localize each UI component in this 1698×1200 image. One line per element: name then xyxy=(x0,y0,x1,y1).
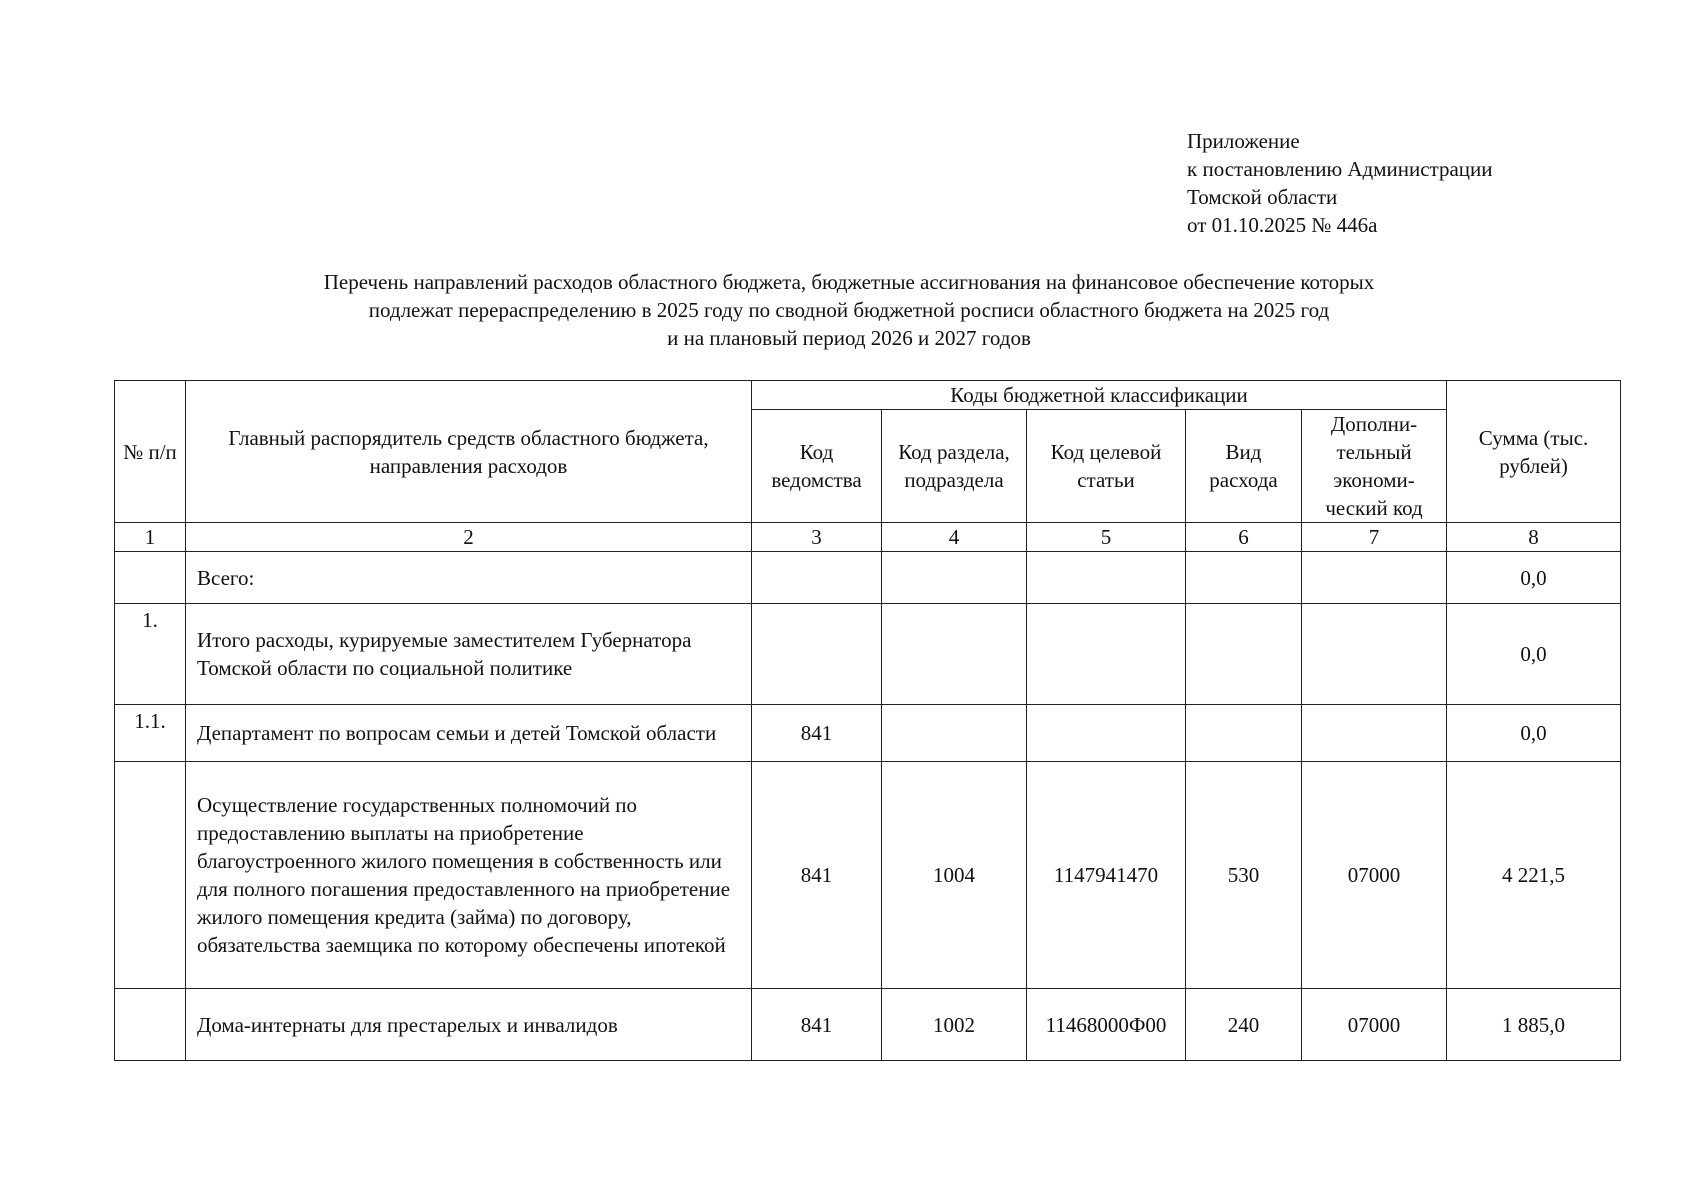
row-dept-code xyxy=(752,604,882,705)
title-line: и на плановый период 2026 и 2027 годов xyxy=(667,326,1031,350)
header-codes-group: Коды бюджетной классификации xyxy=(752,381,1447,410)
appendix-line: к постановлению Администрации xyxy=(1187,157,1493,181)
header-sum: Сумма (тыс. рублей) xyxy=(1447,381,1621,523)
row-num: 1. xyxy=(115,604,186,705)
header-num: № п/п xyxy=(115,381,186,523)
row-expense-type xyxy=(1186,705,1302,762)
appendix-block xyxy=(1187,127,1493,239)
row-name: Осуществление государственных полномочий по предоставлению выплаты на приобретение благоустроенного жилого помещения в собственность или для полного погашения предоставленного на приобретение жилого помещения кредита (займа) по договору, обязательства заемщика по которому обеспечены ипотекой xyxy=(186,762,752,989)
row-extra-code xyxy=(1302,552,1447,604)
row-extra-code xyxy=(1302,705,1447,762)
row-sum: 1 885,0 xyxy=(1447,989,1621,1061)
header-row xyxy=(115,381,1621,410)
row-section-code: 1002 xyxy=(882,989,1027,1061)
column-index: 6 xyxy=(1186,523,1302,552)
row-section-code xyxy=(882,705,1027,762)
title-line: Перечень направлений расходов областного бюджета, бюджетные ассигнования на финансовое обеспечение которых xyxy=(323,270,1375,294)
row-extra-code xyxy=(1302,604,1447,705)
header-target-code: Код целевой статьи xyxy=(1027,410,1186,523)
row-dept-code: 841 xyxy=(752,705,882,762)
row-dept-code: 841 xyxy=(752,762,882,989)
column-index: 2 xyxy=(186,523,752,552)
row-num xyxy=(115,762,186,989)
header-extra-code: Дополни-тельный экономи-ческий код xyxy=(1302,410,1447,523)
document-title xyxy=(200,268,1498,352)
header-name: Главный распорядитель средств областного бюджета, направления расходов xyxy=(186,381,752,523)
row-extra-code: 07000 xyxy=(1302,989,1447,1061)
row-dept-code: 841 xyxy=(752,989,882,1061)
row-sum: 4 221,5 xyxy=(1447,762,1621,989)
row-target-code: 11468000Ф00 xyxy=(1027,989,1186,1061)
row-expense-type xyxy=(1186,604,1302,705)
column-index: 8 xyxy=(1447,523,1621,552)
row-target-code xyxy=(1027,552,1186,604)
budget-table xyxy=(114,380,1621,1061)
row-num xyxy=(115,552,186,604)
row-expense-type xyxy=(1186,552,1302,604)
header-expense-type: Вид расхода xyxy=(1186,410,1302,523)
column-index: 1 xyxy=(115,523,186,552)
column-index: 3 xyxy=(752,523,882,552)
column-index: 4 xyxy=(882,523,1027,552)
row-target-code xyxy=(1027,604,1186,705)
row-name: Департамент по вопросам семьи и детей Томской области xyxy=(186,705,752,762)
row-name: Дома-интернаты для престарелых и инвалидов xyxy=(186,989,752,1061)
appendix-line: Томской области xyxy=(1187,185,1338,209)
table-row xyxy=(115,552,1621,604)
row-section-code xyxy=(882,604,1027,705)
column-index-row xyxy=(115,523,1621,552)
column-index: 5 xyxy=(1027,523,1186,552)
table-row xyxy=(115,705,1621,762)
table-row xyxy=(115,989,1621,1061)
row-section-code: 1004 xyxy=(882,762,1027,989)
header-section-code: Код раздела, подраздела xyxy=(882,410,1027,523)
row-name: Всего: xyxy=(186,552,752,604)
row-num xyxy=(115,989,186,1061)
header-dept-code: Код ведомства xyxy=(752,410,882,523)
row-sum: 0,0 xyxy=(1447,705,1621,762)
row-target-code xyxy=(1027,705,1186,762)
row-num: 1.1. xyxy=(115,705,186,762)
row-name: Итого расходы, курируемые заместителем Губернатора Томской области по социальной политике xyxy=(186,604,752,705)
row-extra-code: 07000 xyxy=(1302,762,1447,989)
table-row xyxy=(115,604,1621,705)
row-section-code xyxy=(882,552,1027,604)
row-expense-type: 530 xyxy=(1186,762,1302,989)
table-row xyxy=(115,762,1621,989)
row-sum: 0,0 xyxy=(1447,604,1621,705)
row-target-code: 1147941470 xyxy=(1027,762,1186,989)
row-expense-type: 240 xyxy=(1186,989,1302,1061)
column-index: 7 xyxy=(1302,523,1447,552)
title-line: подлежат перераспределению в 2025 году по сводной бюджетной росписи областного бюджета на 2025 год xyxy=(368,298,1330,322)
row-sum: 0,0 xyxy=(1447,552,1621,604)
appendix-line: Приложение xyxy=(1187,129,1300,153)
appendix-line: от 01.10.2025 № 446а xyxy=(1187,213,1378,237)
row-dept-code xyxy=(752,552,882,604)
